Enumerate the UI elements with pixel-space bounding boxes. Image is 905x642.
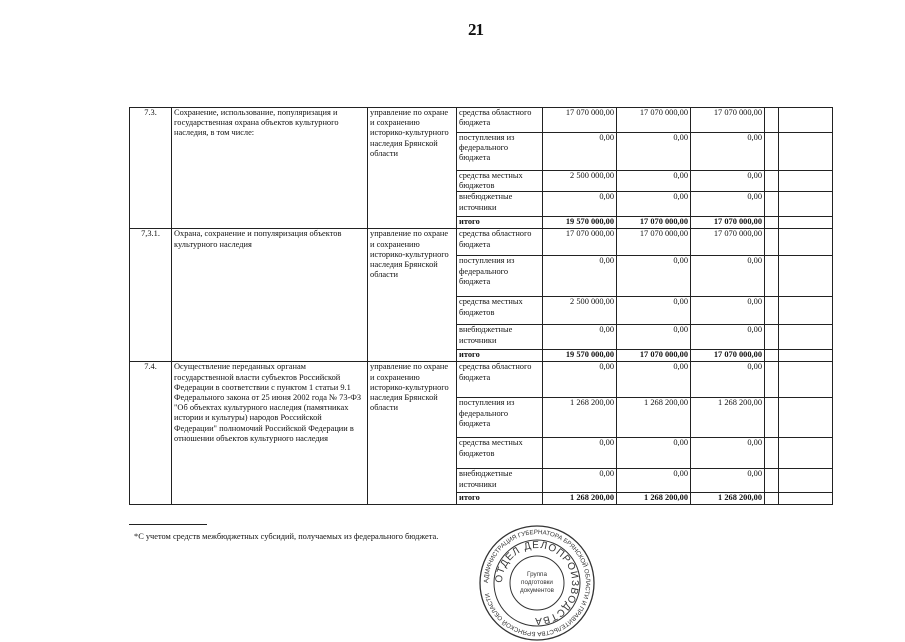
empty-cell [765, 108, 779, 133]
section-title: Сохранение, использование, популяризация и государственная охрана объектов культурного наследия, в том числе: [172, 108, 368, 229]
section-executor: управление по охране и сохранению историко-культурного наследия Брянской области [368, 229, 457, 362]
empty-cell [765, 350, 779, 362]
stamp-center-line2: подготовки [521, 579, 553, 586]
budget-table [129, 107, 833, 505]
empty-cell [779, 108, 833, 133]
amount-cell: 0,00 [691, 256, 765, 297]
amount-cell: 0,00 [691, 469, 765, 493]
empty-cell [765, 493, 779, 505]
section-number: 7,3.1. [130, 229, 172, 362]
empty-cell [765, 398, 779, 438]
amount-cell: 0,00 [617, 438, 691, 469]
amount-cell: 0,00 [691, 171, 765, 192]
amount-cell: 17 070 000,00 [617, 350, 691, 362]
amount-cell: 0,00 [617, 256, 691, 297]
funding-source: поступления из федерального бюджета [457, 256, 543, 297]
amount-cell: 0,00 [617, 325, 691, 350]
amount-cell: 17 070 000,00 [617, 108, 691, 133]
section-title: Осуществление переданных органам государственной власти субъектов Российской Федерации в соответствии с пунктом 1 статьи 9.1 Федерального закона от 25 июня 2002 года № 73-ФЗ "Об объектах культурного наследия (памятниках истории и культуры) народов Российской Федерации" полномочий Российской Федерации в отношении объектов культурного наследия [172, 362, 368, 505]
funding-source: внебюджетные источники [457, 469, 543, 493]
page-number: 21 [468, 20, 483, 39]
amount-cell: 0,00 [543, 469, 617, 493]
empty-cell [765, 469, 779, 493]
amount-cell: 17 070 000,00 [617, 217, 691, 229]
empty-cell [765, 438, 779, 469]
funding-source: внебюджетные источники [457, 325, 543, 350]
empty-cell [779, 192, 833, 217]
amount-cell: 19 570 000,00 [543, 350, 617, 362]
amount-cell: 0,00 [543, 438, 617, 469]
amount-cell: 0,00 [617, 133, 691, 171]
empty-cell [765, 229, 779, 256]
amount-cell: 1 268 200,00 [543, 398, 617, 438]
funding-source: средства местных бюджетов [457, 438, 543, 469]
funding-source: поступления из федерального бюджета [457, 398, 543, 438]
empty-cell [765, 297, 779, 325]
amount-cell: 1 268 200,00 [691, 398, 765, 438]
amount-cell: 17 070 000,00 [691, 350, 765, 362]
amount-cell: 2 500 000,00 [543, 171, 617, 192]
stamp-center-line1: Группа [527, 571, 547, 578]
empty-cell [779, 362, 833, 398]
funding-source: средства местных бюджетов [457, 171, 543, 192]
amount-cell: 0,00 [543, 362, 617, 398]
amount-cell: 0,00 [617, 297, 691, 325]
empty-cell [779, 469, 833, 493]
empty-cell [765, 133, 779, 171]
funding-source: итого [457, 350, 543, 362]
amount-cell: 0,00 [691, 362, 765, 398]
empty-cell [765, 325, 779, 350]
funding-source: поступления из федерального бюджета [457, 133, 543, 171]
stamp-middle-text: ОТДЕЛ ДЕЛОПРОИЗВОДСТВА [493, 539, 581, 627]
amount-cell: 17 070 000,00 [691, 229, 765, 256]
amount-cell: 0,00 [617, 171, 691, 192]
amount-cell: 19 570 000,00 [543, 217, 617, 229]
table-row [130, 108, 833, 133]
section-title: Охрана, сохранение и популяризация объектов культурного наследия [172, 229, 368, 362]
empty-cell [779, 171, 833, 192]
footnote-divider [129, 524, 207, 525]
table-row [130, 362, 833, 398]
amount-cell: 0,00 [543, 192, 617, 217]
empty-cell [779, 493, 833, 505]
empty-cell [765, 192, 779, 217]
funding-source: средства областного бюджета [457, 229, 543, 256]
office-stamp [478, 524, 596, 642]
footnote: *С учетом средств межбюджетных субсидий, получаемых из федерального бюджета. [134, 532, 439, 541]
funding-source: средства областного бюджета [457, 108, 543, 133]
amount-cell: 0,00 [691, 297, 765, 325]
amount-cell: 0,00 [617, 362, 691, 398]
funding-source: итого [457, 217, 543, 229]
funding-source: средства местных бюджетов [457, 297, 543, 325]
amount-cell: 0,00 [617, 192, 691, 217]
amount-cell: 17 070 000,00 [543, 229, 617, 256]
empty-cell [779, 297, 833, 325]
amount-cell: 0,00 [691, 325, 765, 350]
empty-cell [765, 217, 779, 229]
amount-cell: 1 268 200,00 [617, 493, 691, 505]
empty-cell [779, 256, 833, 297]
empty-cell [779, 398, 833, 438]
amount-cell: 17 070 000,00 [617, 229, 691, 256]
amount-cell: 0,00 [543, 133, 617, 171]
funding-source: итого [457, 493, 543, 505]
amount-cell: 1 268 200,00 [543, 493, 617, 505]
empty-cell [779, 217, 833, 229]
amount-cell: 0,00 [543, 325, 617, 350]
amount-cell: 0,00 [691, 192, 765, 217]
amount-cell: 17 070 000,00 [691, 108, 765, 133]
section-executor: управление по охране и сохранению историко-культурного наследия Брянской области [368, 108, 457, 229]
amount-cell: 1 268 200,00 [617, 398, 691, 438]
section-executor: управление по охране и сохранению историко-культурного наследия Брянской области [368, 362, 457, 505]
section-number: 7.4. [130, 362, 172, 505]
funding-source: внебюджетные источники [457, 192, 543, 217]
amount-cell: 0,00 [691, 438, 765, 469]
empty-cell [779, 133, 833, 171]
amount-cell: 0,00 [691, 133, 765, 171]
amount-cell: 1 268 200,00 [691, 493, 765, 505]
amount-cell: 0,00 [617, 469, 691, 493]
table-row [130, 229, 833, 256]
empty-cell [779, 325, 833, 350]
funding-source: средства областного бюджета [457, 362, 543, 398]
empty-cell [779, 229, 833, 256]
empty-cell [765, 171, 779, 192]
section-number: 7.3. [130, 108, 172, 229]
stamp-center-line3: документов [519, 587, 555, 594]
empty-cell [765, 256, 779, 297]
empty-cell [779, 350, 833, 362]
amount-cell: 17 070 000,00 [543, 108, 617, 133]
amount-cell: 17 070 000,00 [691, 217, 765, 229]
stamp-outer-text: АДМИНИСТРАЦИЯ ГУБЕРНАТОРА БРЯНСКОЙ ОБЛАСТИ И ПРАВИТЕЛЬСТВА БРЯНСКОЙ ОБЛАСТИ [482, 528, 592, 638]
amount-cell: 0,00 [543, 256, 617, 297]
empty-cell [779, 438, 833, 469]
amount-cell: 2 500 000,00 [543, 297, 617, 325]
empty-cell [765, 362, 779, 398]
table-body [130, 108, 833, 505]
